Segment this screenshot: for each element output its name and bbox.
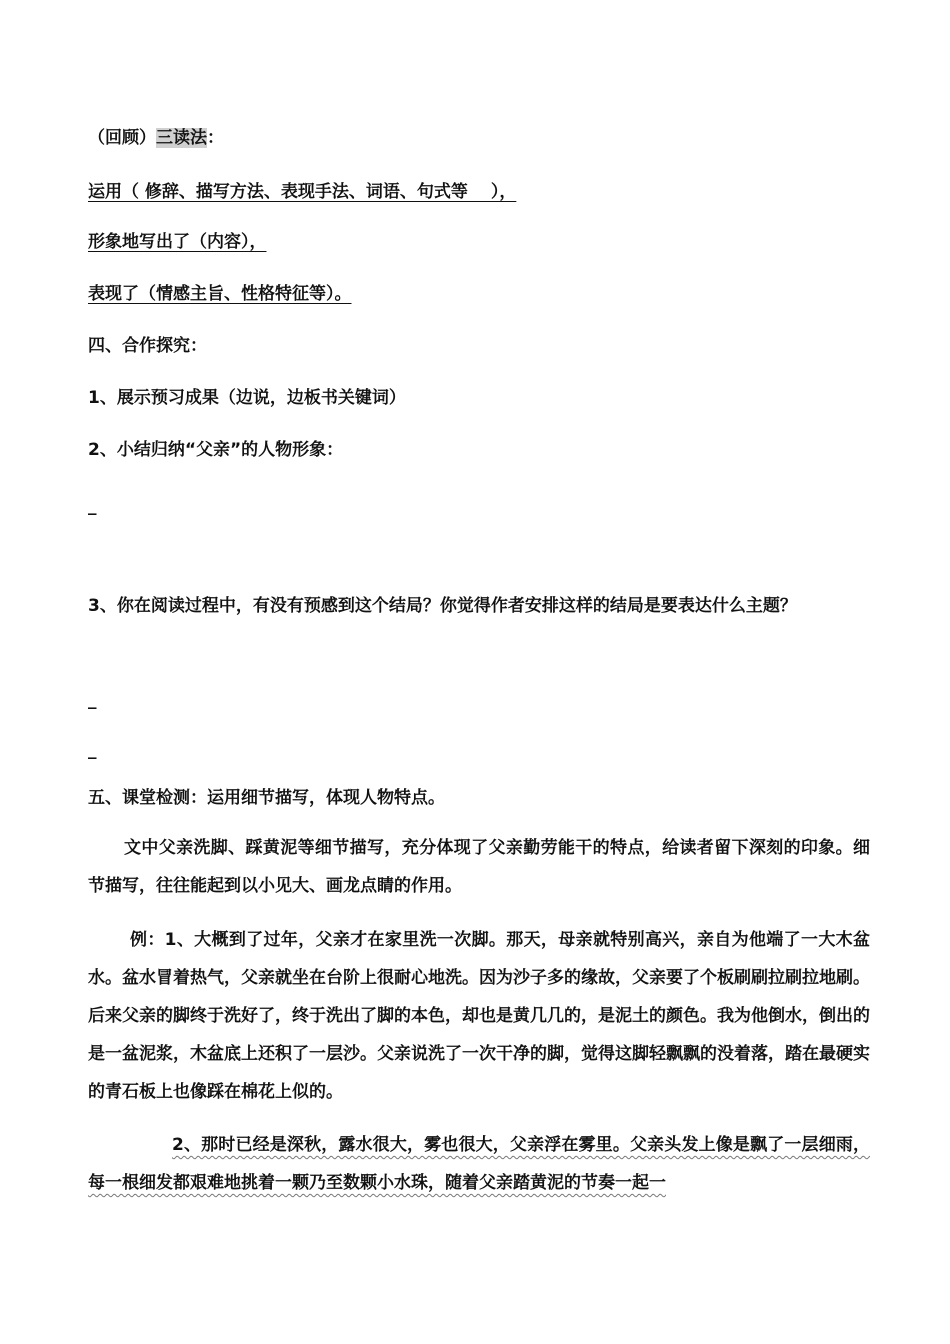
example-2-text: 2、那时已经是深秋，露水很大，雾也很大，父亲浮在雾里。父亲头发上像是飘了一层细雨，每一根细发都艰难地挑着一颗乃至数颗小水珠，随着父亲踏黄泥的节奏一起一 <box>88 1135 870 1193</box>
example-1-paragraph: 例：1、大概到了过年，父亲才在家里洗一次脚。那天，母亲就特别高兴，亲自为他端了一大木盆水。盆水冒着热气，父亲就坐在台阶上很耐心地洗。因为沙子多的缘故，父亲要了个板刷刷拉刷拉地刷。后来父亲的脚终于洗好了，终于洗出了脚的本色，却也是黄几几的，是泥土的颜色。我为他倒水，倒出的是一盆泥浆，木盆底上还积了一层沙。父亲说洗了一次干净的脚，觉得这脚轻飘飘的没着落，踏在最硬实的青石板上也像踩在棉花上似的。 <box>88 930 870 1102</box>
review-highlight: 三读法 <box>156 128 207 148</box>
section-4-item-3: 3、你在阅读过程中，有没有预感到这个结局？你觉得作者安排这样的结局是要表达什么主题？ <box>88 596 797 616</box>
blank-line-3: _ <box>88 740 97 760</box>
review-prefix: （回顾） <box>88 128 156 148</box>
blank-line-1: _ <box>88 496 97 516</box>
formula-line-1: 运用（ 修辞、描写方法、表现手法、词语、句式等 ）， <box>88 182 517 202</box>
formula-line-2: 形象地写出了（内容）， <box>88 232 267 252</box>
section-4-heading: 四、合作探究： <box>88 336 207 356</box>
section-4-item-1: 1、展示预习成果（边说，边板书关键词） <box>88 388 406 408</box>
section-5-intro: 文中父亲洗脚、踩黄泥等细节描写，充分体现了父亲勤劳能干的特点，给读者留下深刻的印象。细节描写，往往能起到以小见大、画龙点睛的作用。 <box>88 838 870 896</box>
formula-line-3: 表现了（情感主旨、性格特征等）。 <box>88 284 352 304</box>
example-2-paragraph <box>88 1126 870 1202</box>
review-suffix: ： <box>207 128 224 148</box>
blank-line-2: _ <box>88 690 97 710</box>
section-4-item-2: 2、小结归纳“父亲”的人物形象： <box>88 440 344 460</box>
review-line <box>88 126 224 150</box>
section-5-heading: 五、课堂检测：运用细节描写，体现人物特点。 <box>88 788 445 808</box>
